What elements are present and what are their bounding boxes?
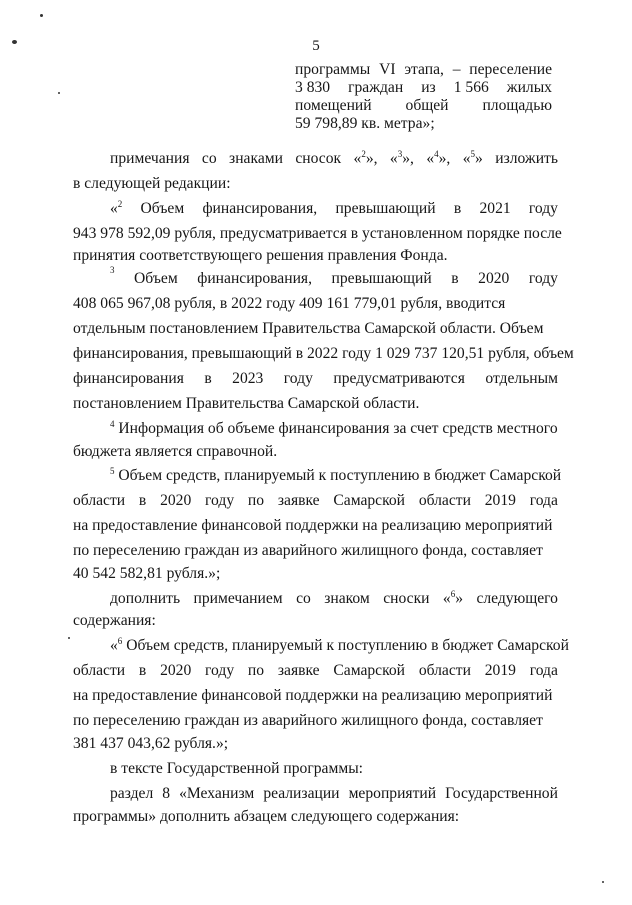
scan-speck (40, 14, 43, 17)
note6-line-5: 381 437 043,62 рубля.»; (73, 735, 229, 752)
supplement-line-1: дополнить примечанием со знаком сноски «$^6$» следующего (110, 589, 558, 607)
supplement-line-2: содержания: (73, 612, 156, 629)
note3-line-1: 3 Объем финансирования, превышающий в 2020 году (110, 265, 558, 287)
note3-line-4: финансирования, превышающий в 2022 году 1 029 737 120,51 рубля, объем (73, 345, 574, 362)
section8-line-2: программы» дополнить абзацем следующего содержания: (73, 808, 460, 825)
note4-line-2: бюджета является справочной. (73, 443, 278, 460)
header-line-4: 59 798,89 кв. метра»; (295, 115, 435, 132)
note3-line-5: финансирования в 2023 году предусматриваются отдельным (73, 370, 558, 387)
note3-line-6: постановлением Правительства Самарской области. (73, 395, 420, 412)
intro-line-2: в следующей редакции: (73, 175, 231, 192)
note2-line-1: «$^2$ Объем финансирования, превышающий в 2021 году (110, 199, 558, 217)
note5-line-4: по переселению граждан из аварийного жилищного фонда, составляет (73, 542, 543, 559)
note6-line-2: области в 2020 году по заявке Самарской области 2019 года (73, 662, 558, 679)
page-number: 5 (312, 38, 320, 54)
header-line-1: программы VI этапа, – переселение (295, 61, 552, 78)
note6-line-4: по переселению граждан из аварийного жилищного фонда, составляет (73, 712, 543, 729)
scan-speck (58, 92, 60, 94)
note6-line-1: «$^6$ Объем средств, планируемый к поступлению в бюджет Самарской (110, 636, 569, 654)
note6-line-3: на предоставление финансовой поддержки на реализацию мероприятий (73, 687, 553, 704)
note3-line-2: 408 065 967,08 рубля, в 2022 году 409 161 779,01 рубля, вводится (73, 295, 506, 312)
note2-line-2: 943 978 592,09 рубля, предусматривается в установленном порядке после (73, 225, 562, 242)
note3-line-3: отдельным постановлением Правительства Самарской области. Объем (73, 320, 544, 337)
note5-line-1: $^5$ Объем средств, планируемый к поступлению в бюджет Самарской (110, 466, 562, 484)
intro-line-1: примечания со знаками сносок «$^2$», «$^3$», «$^4$», «$^5$» изложить (110, 149, 558, 167)
section8-line-1: раздел 8 «Механизм реализации мероприятий Государственной (110, 785, 558, 802)
note5-line-2: области в 2020 году по заявке Самарской области 2019 года (73, 492, 558, 509)
header-line-3: помещений общей площадью (295, 97, 552, 114)
program-text-line: в тексте Государственной программы: (110, 760, 364, 777)
note5-line-3: на предоставление финансовой поддержки на реализацию мероприятий (73, 517, 553, 534)
header-line-2: 3 830 граждан из 1 566 жилых (295, 79, 552, 96)
scan-speck (602, 881, 604, 883)
note5-line-5: 40 542 582,81 рубля.»; (73, 565, 221, 582)
scan-speck (68, 637, 70, 639)
note4-line-1: $^4$ Информация об объеме финансирования за счет средств местного (110, 419, 558, 437)
note2-line-3: принятия соответствующего решения правления Фонда. (73, 247, 448, 264)
